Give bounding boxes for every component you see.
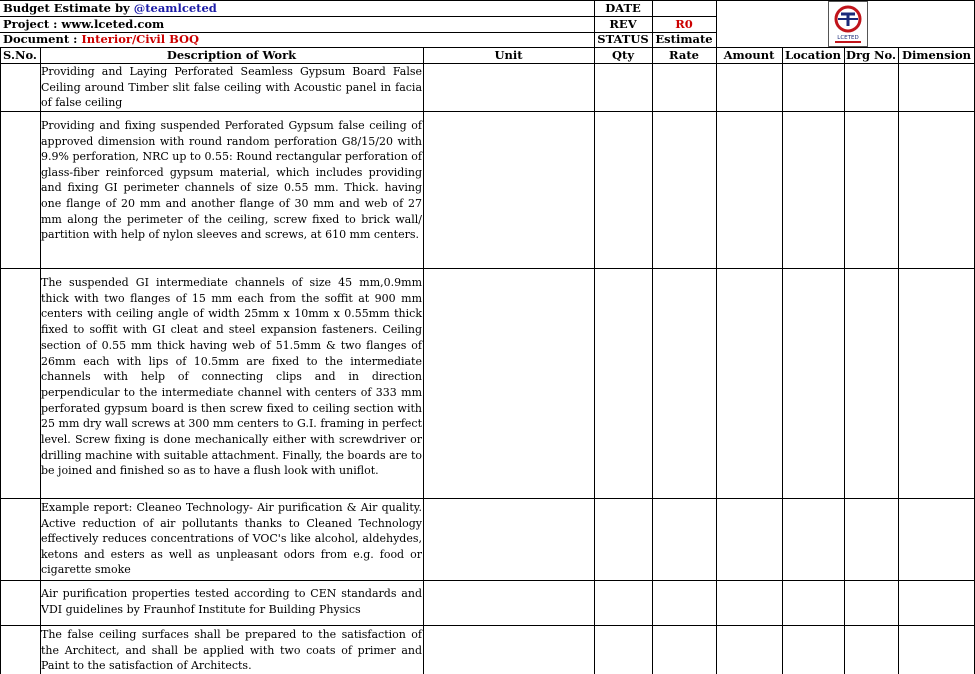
column-header-qty: Qty bbox=[611, 48, 634, 62]
grid-line bbox=[0, 498, 975, 499]
grid-line bbox=[0, 268, 975, 269]
grid-line bbox=[716, 0, 717, 674]
column-header-sno: S.No. bbox=[3, 48, 37, 62]
budget-prefix: Budget Estimate by bbox=[3, 1, 134, 15]
column-header-description: Description of Work bbox=[166, 48, 297, 62]
grid-line bbox=[0, 625, 975, 626]
grid-line bbox=[0, 111, 975, 112]
rev-label: REV bbox=[609, 17, 637, 31]
budget-handle: @teamlceted bbox=[133, 1, 217, 15]
grid-line bbox=[0, 580, 975, 581]
table-row-description: Example report: Cleaneo Technology- Air purification & Air quality. Active reduction of air pollutants thanks to Cleaned Technology effectively reduces concentrations of VOC's like alcohol, aldehydes, ketons and esters as well as unpleasant odors from e.g. food or cigarette smoke bbox=[41, 501, 422, 577]
project-label: Project : bbox=[3, 17, 62, 31]
document-line bbox=[3, 32, 199, 47]
column-header-drg: Drg No. bbox=[845, 48, 897, 62]
document-label: Document : bbox=[3, 32, 82, 46]
table-row-description: The suspended GI intermediate channels of size 45 mm,0.9mm thick with two flanges of 15 mm each from the soffit at 900 mm centers with ceiling angle of width 25mm x 10mm x 0.55mm thick fixed to soffit with GI cleat and steel expansion fasteners. Ceiling section of 0.55 mm thick having web of 51.5mm & two flanges of 26mm each with lips of 10.5mm are fixed to the intermediate channels with help of connecting clips and in direction perpendicular to the intermediate channel with centers of 333 mm perforated gypsum board is then screw fixed to ceiling section with 25 mm dry wall screws at 300 mm centers to G.I. framing in perfect level. Screw fixing is done mechanically either with screwdriver or drilling machine with suitable attachment. Finally, the boards are to be joined and finished so as to have a flush look with uniflot. bbox=[41, 276, 422, 478]
table-row-description: Providing and fixing suspended Perforated Gypsum false ceiling of approved dimension with round random perforation G8/15/20 with 9.9% perforation, NRC up to 0.55: Round rectangular perforation of glass-fiber reinforced gypsum material, which includes providing and fixing GI perimeter channels of size 0.55 mm. Thick. having one flange of 20 mm and another flange of 30 mm and web of 27 mm along the perimeter of the ceiling, screw fixed to brick wall/ partition with help of nylon sleeves and screws, at 610 mm centers. bbox=[41, 119, 422, 242]
column-header-unit: Unit bbox=[494, 48, 523, 62]
column-header-location: Location bbox=[785, 48, 841, 62]
budget-estimate-label bbox=[3, 1, 217, 16]
table-row-description: Air purification properties tested according to CEN standards and VDI guidelines by Fraunhof Institute for Building Physics bbox=[41, 587, 422, 616]
project-value: www.lceted.com bbox=[61, 17, 165, 31]
date-label: DATE bbox=[605, 1, 641, 15]
status-label: STATUS bbox=[597, 32, 649, 46]
status-value: Estimate bbox=[655, 32, 713, 46]
column-header-amount: Amount bbox=[723, 48, 775, 62]
column-header-dimension: Dimension bbox=[901, 48, 972, 62]
table-row-description: The false ceiling surfaces shall be prepared to the satisfaction of the Architect, and shall be applied with two coats of primer and Paint to the satisfaction of Architects. bbox=[41, 628, 422, 673]
logo-text: LCETED bbox=[837, 35, 859, 41]
column-header-rate: Rate bbox=[669, 48, 699, 62]
rev-value: R0 bbox=[675, 17, 693, 31]
company-logo bbox=[828, 1, 868, 47]
document-value: Interior/Civil BOQ bbox=[81, 32, 200, 46]
project-line bbox=[3, 17, 164, 32]
table-row-description: Providing and Laying Perforated Seamless Gypsum Board False Ceiling around Timber slit false ceiling with Acoustic panel in facia of false ceiling bbox=[41, 65, 422, 110]
logo-icon bbox=[829, 2, 867, 46]
